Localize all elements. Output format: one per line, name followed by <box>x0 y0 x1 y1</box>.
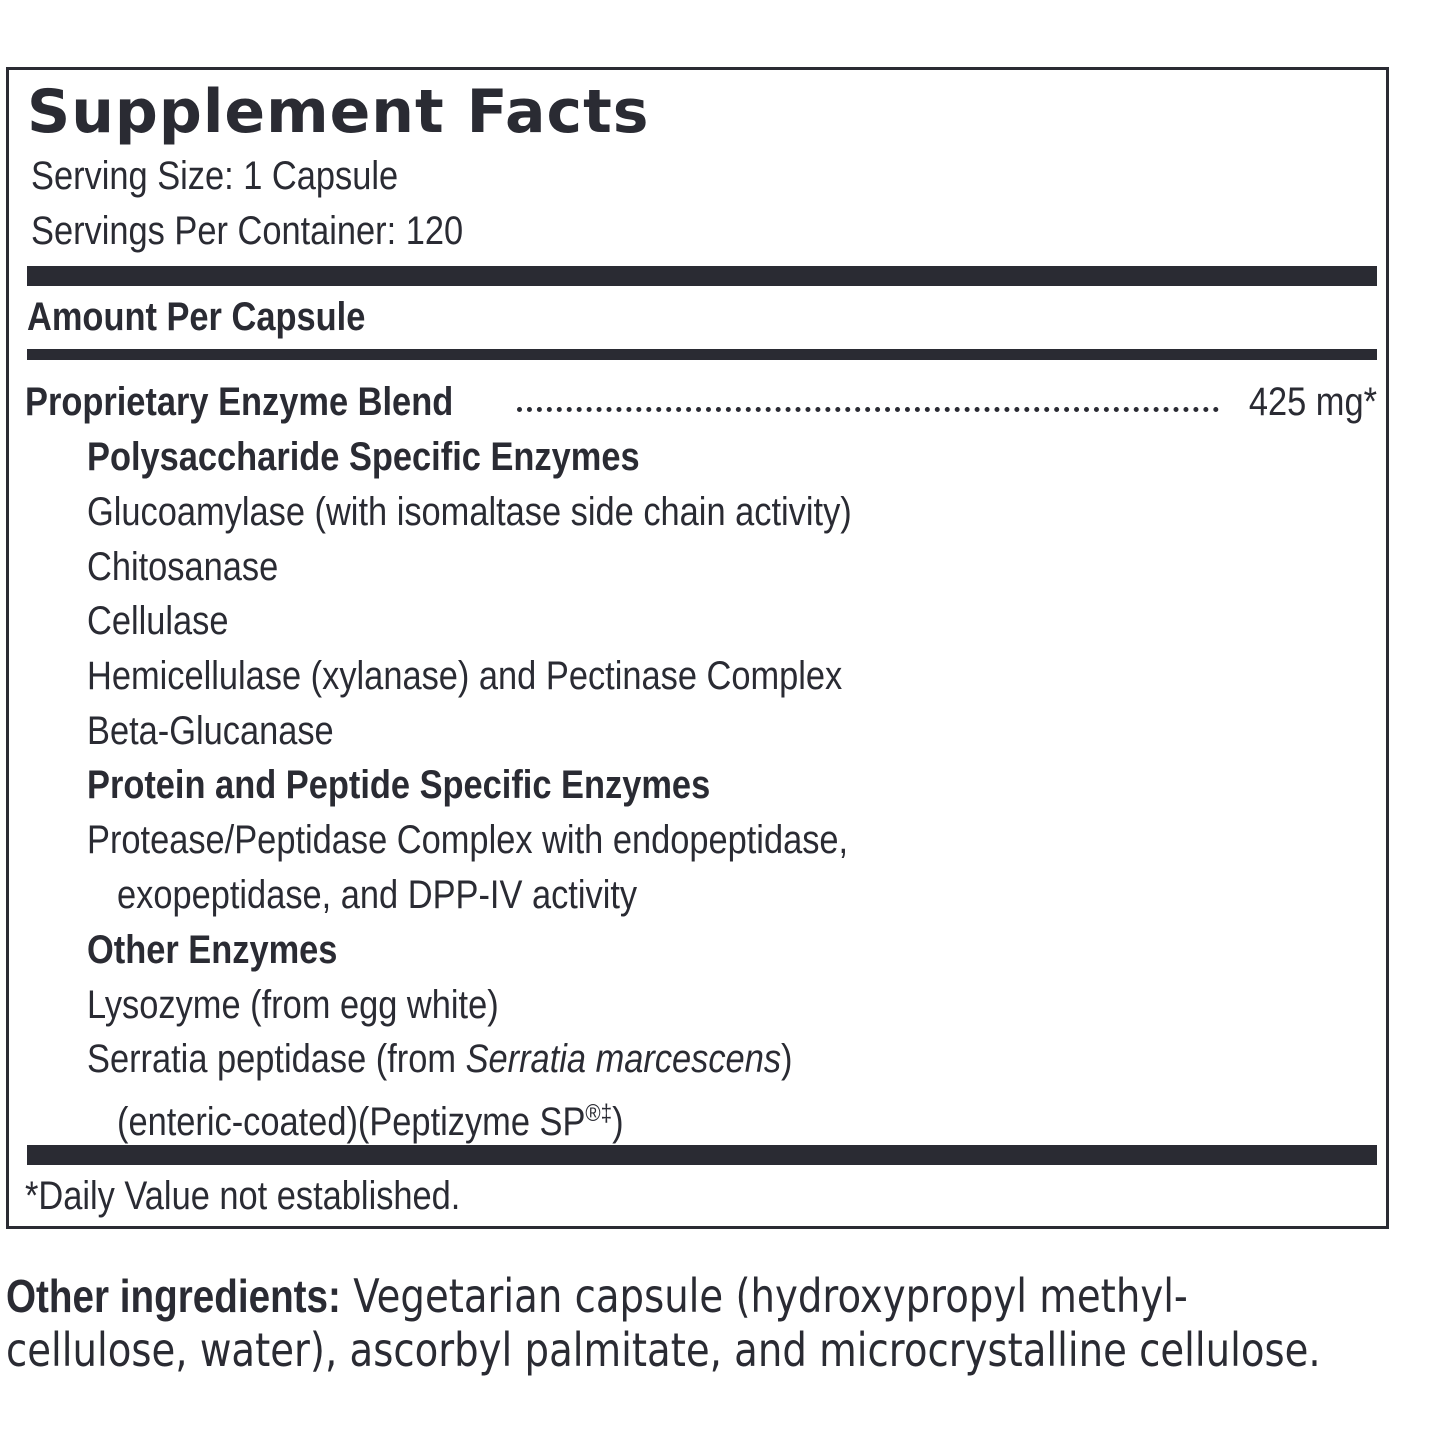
ingredient-cellulase: Cellulase <box>87 599 229 643</box>
supplement-facts-panel <box>6 67 1389 1229</box>
ingredient-lysozyme: Lysozyme (from egg white) <box>87 983 499 1027</box>
daily-value-footnote: *Daily Value not established. <box>25 1174 461 1218</box>
thick-divider-top <box>27 266 1377 286</box>
amount-per-capsule-header: Amount Per Capsule <box>27 295 366 339</box>
coating-prefix: (enteric-coated)(Peptizyme SP <box>117 1100 586 1144</box>
group-heading-polysaccharide: Polysaccharide Specific Enzymes <box>87 435 640 479</box>
panel-title: Supplement Facts <box>27 77 650 147</box>
blend-amount: 425 mg* <box>1248 380 1377 424</box>
coating-suffix: ) <box>612 1100 624 1144</box>
other-ingredients-line2: cellulose, water), ascorbyl palmitate, and microcrystalline cellulose. <box>6 1323 1321 1377</box>
thick-divider-bottom <box>27 1145 1377 1165</box>
ingredient-serratia <box>87 1034 792 1084</box>
servings-per-container: Servings Per Container: 120 <box>31 209 464 253</box>
other-ingredients-line1 <box>6 1268 1188 1324</box>
ingredient-chitosanase: Chitosanase <box>87 545 279 589</box>
blend-name: Proprietary Enzyme Blend <box>25 380 454 424</box>
trademark-mark: ®‡ <box>585 1100 613 1127</box>
other-ingredients-text1: Vegetarian capsule (hydroxypropyl methyl- <box>340 1269 1188 1323</box>
serratia-species: Serratia marcescens <box>465 1037 782 1081</box>
group-heading-other: Other Enzymes <box>87 928 338 972</box>
divider-middle <box>27 349 1377 360</box>
ingredient-hemicellulase: Hemicellulase (xylanase) and Pectinase Complex <box>87 654 843 698</box>
serving-size: Serving Size: 1 Capsule <box>31 154 399 198</box>
ingredient-beta-glucanase: Beta-Glucanase <box>87 709 334 753</box>
dot-leader <box>517 407 1219 412</box>
ingredient-serratia-coating <box>117 1089 624 1147</box>
group-heading-protein: Protein and Peptide Specific Enzymes <box>87 763 711 807</box>
ingredient-glucoamylase: Glucoamylase (with isomaltase side chain activity) <box>87 490 852 534</box>
other-ingredients-label: Other ingredients: <box>6 1270 341 1322</box>
ingredient-protease-line2: exopeptidase, and DPP-IV activity <box>117 873 638 917</box>
ingredient-protease-line1: Protease/Peptidase Complex with endopeptidase, <box>87 818 849 862</box>
blend-row <box>25 377 1377 427</box>
serratia-prefix: Serratia peptidase (from <box>87 1037 466 1081</box>
serratia-suffix: ) <box>781 1037 793 1081</box>
